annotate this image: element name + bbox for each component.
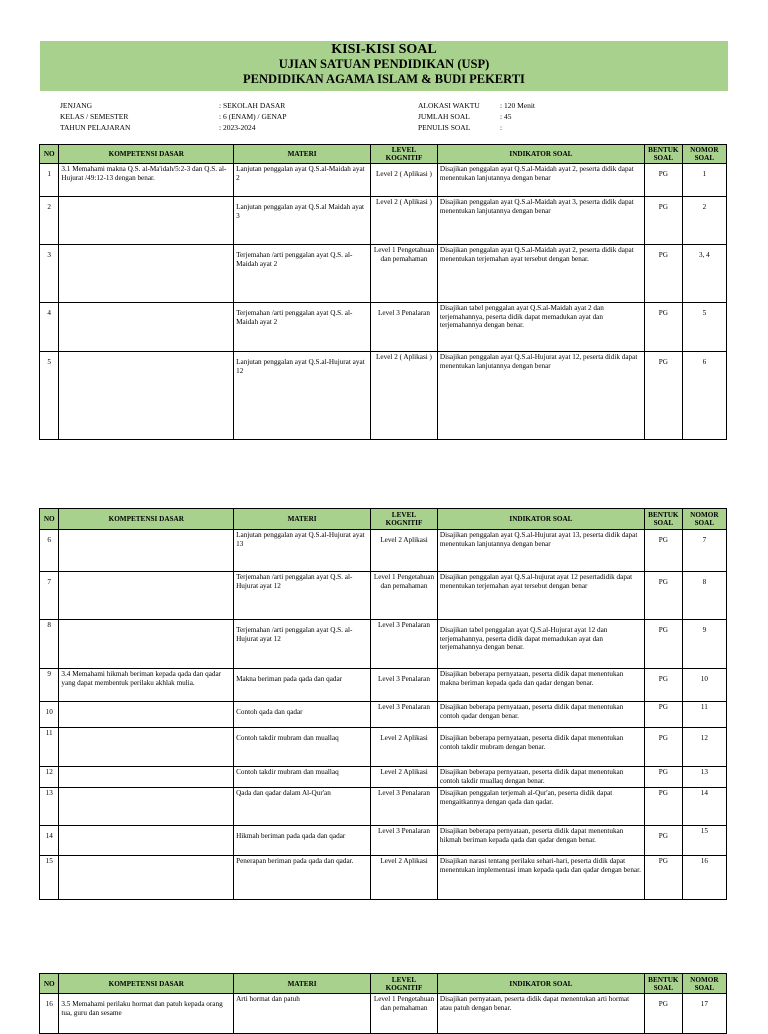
- info-value: : SEKOLAH DASAR: [219, 101, 286, 110]
- table-row: [40, 856, 727, 900]
- column-header: KOMPETENSI DASAR: [59, 145, 234, 164]
- column-header: BENTUK SOAL: [644, 974, 682, 994]
- cell-materi: Penerapan beriman pada qada dan qadar.: [234, 856, 371, 900]
- cell-nomor: 17: [682, 994, 726, 1034]
- kisi-table-2: [39, 508, 727, 900]
- document-header: [40, 41, 728, 91]
- cell-nomor: 7: [682, 530, 726, 572]
- info-label: JENJANG: [60, 101, 93, 110]
- cell-nomor: 15: [682, 826, 726, 856]
- cell-no: 12: [40, 767, 59, 788]
- table-row: [40, 303, 727, 352]
- cell-level: Level 2 Aplikasi: [371, 728, 438, 767]
- column-header: NO: [40, 509, 59, 530]
- cell-level: Level 3 Penalaran: [371, 826, 438, 856]
- info-label: JUMLAH SOAL: [418, 112, 470, 121]
- cell-materi: Qada dan qadar dalam Al-Qur'an: [234, 788, 371, 826]
- table-header-row: [40, 974, 727, 994]
- cell-bentuk: PG: [644, 728, 682, 767]
- info-value: : 45: [500, 112, 512, 121]
- cell-indikator: Disajikan beberapa pernyataan, peserta didik dapat menentukan contoh takdir muallaq dengan benar.: [437, 767, 644, 788]
- column-header: MATERI: [234, 145, 371, 164]
- cell-indikator: Disajikan beberapa pernyataan, peserta didik dapat menentukan contoh takdir mubram dengan benar.: [437, 728, 644, 767]
- cell-bentuk: PG: [644, 702, 682, 728]
- table-row: [40, 245, 727, 303]
- cell-indikator: Disajikan narasi tentang perilaku sehari-hari, peserta didik dapat menentukan implementasi iman kepada qada dan qadar dengan benar.: [437, 856, 644, 900]
- cell-indikator: Disajikan penggalan ayat Q.S.al-hujurat ayat 12 pesertadidik dapat menentukan terjemahan ayat tersebut dengan benar: [437, 572, 644, 620]
- cell-bentuk: PG: [644, 788, 682, 826]
- cell-no: 3: [40, 245, 59, 303]
- info-left-labels: [60, 100, 130, 133]
- info-value: : 6 (ENAM) / GENAP: [219, 112, 287, 121]
- cell-materi: Terjemahan /arti penggalan ayat Q.S. al-Hujurat ayat 12: [234, 572, 371, 620]
- table-row: [40, 669, 727, 702]
- cell-indikator: Disajikan beberapa pernyataan, peserta didik dapat menentukan contoh qadar dengan benar.: [437, 702, 644, 728]
- cell-no: 9: [40, 669, 59, 702]
- cell-nomor: 11: [682, 702, 726, 728]
- cell-kd: [59, 197, 234, 245]
- cell-materi: Makna beriman pada qada dan qadar: [234, 669, 371, 702]
- document-title: KISI-KISI SOAL: [331, 42, 437, 57]
- cell-no: 6: [40, 530, 59, 572]
- cell-bentuk: PG: [644, 303, 682, 352]
- cell-kd: [59, 728, 234, 767]
- cell-materi: Lanjutan penggalan ayat Q.S.al Maidah ayat 3: [234, 197, 371, 245]
- cell-level: Level 1 Pengetahuan dan pemahaman: [371, 245, 438, 303]
- cell-indikator: Disajikan penggalan terjemah al-Qur'an, peserta didik dapat mengaitkannya dengan qada dan qadar.: [437, 788, 644, 826]
- cell-nomor: 13: [682, 767, 726, 788]
- kisi-table-3: [39, 973, 727, 1034]
- kisi-table-1: [39, 144, 727, 440]
- column-header: NOMOR SOAL: [682, 974, 726, 994]
- table-row: [40, 530, 727, 572]
- cell-nomor: 2: [682, 197, 726, 245]
- cell-kd: [59, 245, 234, 303]
- cell-kd: 3.4 Memahami hikmah beriman kepada qada dan qadar yang dapat membentuk perilaku akhlak mulia.: [59, 669, 234, 702]
- cell-materi: Hikmah beriman pada qada dan qadar: [234, 826, 371, 856]
- table-header-row: [40, 509, 727, 530]
- column-header: KOMPETENSI DASAR: [59, 974, 234, 994]
- table-row: [40, 702, 727, 728]
- cell-level: Level 1 Pengetahuan dan pemahaman: [371, 994, 438, 1034]
- table-row: [40, 572, 727, 620]
- cell-level: Level 2 Aplikasi: [371, 856, 438, 900]
- cell-kd: [59, 303, 234, 352]
- cell-bentuk: PG: [644, 572, 682, 620]
- cell-kd: [59, 352, 234, 440]
- column-header: BENTUK SOAL: [644, 145, 682, 164]
- cell-materi: Contoh qada dan qadar: [234, 702, 371, 728]
- document-subject: PENDIDIKAN AGAMA ISLAM & BUDI PEKERTI: [243, 72, 525, 86]
- info-value: : 120 Menit: [500, 101, 535, 110]
- cell-indikator: Disajikan penggalan ayat Q.S.al-Hujurat ayat 13, peserta didik dapat menentukan lanjutannya dengan benar: [437, 530, 644, 572]
- cell-level: Level 1 Pengetahuan dan pemahaman: [371, 572, 438, 620]
- cell-no: 14: [40, 826, 59, 856]
- cell-level: Level 3 Penalaran: [371, 788, 438, 826]
- table-row: [40, 788, 727, 826]
- column-header: INDIKATOR SOAL: [437, 145, 644, 164]
- cell-materi: Contoh takdir mubram dan muallaq: [234, 767, 371, 788]
- cell-nomor: 1: [682, 164, 726, 197]
- column-header: NOMOR SOAL: [682, 509, 726, 530]
- cell-no: 8: [40, 620, 59, 669]
- cell-level: Level 2 ( Aplikasi ): [371, 352, 438, 440]
- cell-nomor: 16: [682, 856, 726, 900]
- cell-level: Level 3 Penalaran: [371, 669, 438, 702]
- info-value: : 2023-2024: [219, 123, 256, 132]
- cell-indikator: Disajikan beberapa pernyataan, peserta didik dapat menentukan makna beriman kepada qada dan qadar dengan benar.: [437, 669, 644, 702]
- cell-no: 10: [40, 702, 59, 728]
- cell-level: Level 3 Penalaran: [371, 303, 438, 352]
- column-header: BENTUK SOAL: [644, 509, 682, 530]
- cell-bentuk: PG: [644, 352, 682, 440]
- cell-kd: [59, 620, 234, 669]
- column-header: LEVEL KOGNITIF: [371, 145, 438, 164]
- cell-kd: [59, 572, 234, 620]
- table-header-row: [40, 145, 727, 164]
- column-header: MATERI: [234, 974, 371, 994]
- cell-nomor: 5: [682, 303, 726, 352]
- cell-bentuk: PG: [644, 994, 682, 1034]
- column-header: NO: [40, 145, 59, 164]
- cell-no: 2: [40, 197, 59, 245]
- cell-no: 5: [40, 352, 59, 440]
- cell-materi: Terjemahan /arti penggalan ayat Q.S. al-Maidah ayat 2: [234, 245, 371, 303]
- info-value: :: [500, 123, 503, 132]
- column-header: KOMPETENSI DASAR: [59, 509, 234, 530]
- cell-bentuk: PG: [644, 164, 682, 197]
- cell-no: 13: [40, 788, 59, 826]
- cell-kd: [59, 826, 234, 856]
- cell-nomor: 14: [682, 788, 726, 826]
- info-left-values: [219, 100, 287, 133]
- cell-bentuk: PG: [644, 620, 682, 669]
- cell-kd: 3.5 Memahami perilaku hormat dan patuh kepada orang tua, guru dan sesame: [59, 994, 234, 1034]
- info-label: KELAS / SEMESTER: [60, 112, 129, 121]
- info-right-labels: [418, 100, 480, 133]
- cell-materi: Lanjutan penggalan ayat Q.S.al-Maidah ayat 2: [234, 164, 371, 197]
- cell-kd: 3.1 Memahami makna Q.S. al-Ma'idah/5:2-3 dan Q.S. al-Hujurat /49:12-13 dengan benar.: [59, 164, 234, 197]
- cell-level: Level 3 Penalaran: [371, 620, 438, 669]
- cell-no: 1: [40, 164, 59, 197]
- cell-indikator: Disajikan penggalan ayat Q.S.al-Maidah ayat 2, peserta didik dapat menentukan lanjutannya dengan benar: [437, 164, 644, 197]
- cell-level: Level 2 ( Aplikasi ): [371, 164, 438, 197]
- cell-kd: [59, 856, 234, 900]
- cell-level: Level 3 Penalaran: [371, 702, 438, 728]
- cell-bentuk: PG: [644, 245, 682, 303]
- cell-materi: Lanjutan penggalan ayat Q.S.al-Hujurat ayat 12: [234, 352, 371, 440]
- cell-bentuk: PG: [644, 767, 682, 788]
- info-label: PENULIS SOAL: [418, 123, 471, 132]
- cell-kd: [59, 530, 234, 572]
- cell-no: 15: [40, 856, 59, 900]
- info-label: TAHUN PELAJARAN: [60, 123, 131, 132]
- column-header: NO: [40, 974, 59, 994]
- table-row: [40, 728, 727, 767]
- cell-kd: [59, 702, 234, 728]
- table-row: [40, 164, 727, 197]
- table-row: [40, 994, 727, 1034]
- cell-no: 16: [40, 994, 59, 1034]
- cell-indikator: Disajikan tabel penggalan ayat Q.S.al-Maidah ayat 2 dan terjemahannya, peserta didik dapat memadukan ayat dan terjemahannya dengan benar.: [437, 303, 644, 352]
- cell-bentuk: PG: [644, 530, 682, 572]
- cell-indikator: Disajikan pernyataan, peserta didik dapat menentukan arti hormat atau patuh dengan benar.: [437, 994, 644, 1034]
- cell-no: 7: [40, 572, 59, 620]
- cell-bentuk: PG: [644, 826, 682, 856]
- column-header: INDIKATOR SOAL: [437, 509, 644, 530]
- cell-level: Level 2 ( Aplikasi ): [371, 197, 438, 245]
- cell-kd: [59, 788, 234, 826]
- column-header: NOMOR SOAL: [682, 145, 726, 164]
- table-row: [40, 826, 727, 856]
- cell-materi: Terjemahan /arti penggalan ayat Q.S. al-Hujurat ayat 12: [234, 620, 371, 669]
- cell-materi: Lanjutan penggalan ayat Q.S.al-Hujurat ayat 13: [234, 530, 371, 572]
- cell-indikator: Disajikan beberapa pernyataan, peserta didik dapat menentukan hikmah beriman kepada qada dan qadar dengan benar.: [437, 826, 644, 856]
- cell-nomor: 8: [682, 572, 726, 620]
- info-label: ALOKASI WAKTU: [418, 101, 480, 110]
- cell-kd: [59, 767, 234, 788]
- column-header: INDIKATOR SOAL: [437, 974, 644, 994]
- cell-nomor: 3, 4: [682, 245, 726, 303]
- cell-bentuk: PG: [644, 197, 682, 245]
- cell-indikator: Disajikan penggalan ayat Q.S.al-Maidah ayat 2, peserta didik dapat menentukan terjemahan ayat tersebut dengan benar.: [437, 245, 644, 303]
- cell-no: 11: [40, 728, 59, 767]
- cell-nomor: 6: [682, 352, 726, 440]
- cell-nomor: 9: [682, 620, 726, 669]
- document-subtitle: UJIAN SATUAN PENDIDIKAN (USP): [278, 57, 490, 71]
- column-header: LEVEL KOGNITIF: [371, 974, 438, 994]
- cell-bentuk: PG: [644, 856, 682, 900]
- table-row: [40, 197, 727, 245]
- cell-materi: Contoh takdir mubram dan muallaq: [234, 728, 371, 767]
- table-row: [40, 767, 727, 788]
- cell-level: Level 2 Aplikasi: [371, 530, 438, 572]
- column-header: MATERI: [234, 509, 371, 530]
- cell-indikator: Disajikan penggalan ayat Q.S.al-Maidah ayat 3, peserta didik dapat menentukan lanjutannya dengan benar: [437, 197, 644, 245]
- cell-nomor: 12: [682, 728, 726, 767]
- table-row: [40, 352, 727, 440]
- cell-nomor: 10: [682, 669, 726, 702]
- info-right-values: [500, 100, 535, 133]
- cell-bentuk: PG: [644, 669, 682, 702]
- cell-indikator: Disajikan penggalan ayat Q.S.al-Hujurat ayat 12, peserta didik dapat menentukan lanjutannya dengan benar: [437, 352, 644, 440]
- cell-indikator: Disajikan tabel penggalan ayat Q.S.al-Hujurat ayat 12 dan terjemahannya, peserta didik dapat memadukan ayat dan terjemahannya dengan benar.: [437, 620, 644, 669]
- cell-materi: Terjemahan /arti penggalan ayat Q.S. al-Maidah ayat 2: [234, 303, 371, 352]
- cell-no: 4: [40, 303, 59, 352]
- cell-materi: Arti hormat dan patuh: [234, 994, 371, 1034]
- table-row: [40, 620, 727, 669]
- cell-level: Level 2 Aplikasi: [371, 767, 438, 788]
- column-header: LEVEL KOGNITIF: [371, 509, 438, 530]
